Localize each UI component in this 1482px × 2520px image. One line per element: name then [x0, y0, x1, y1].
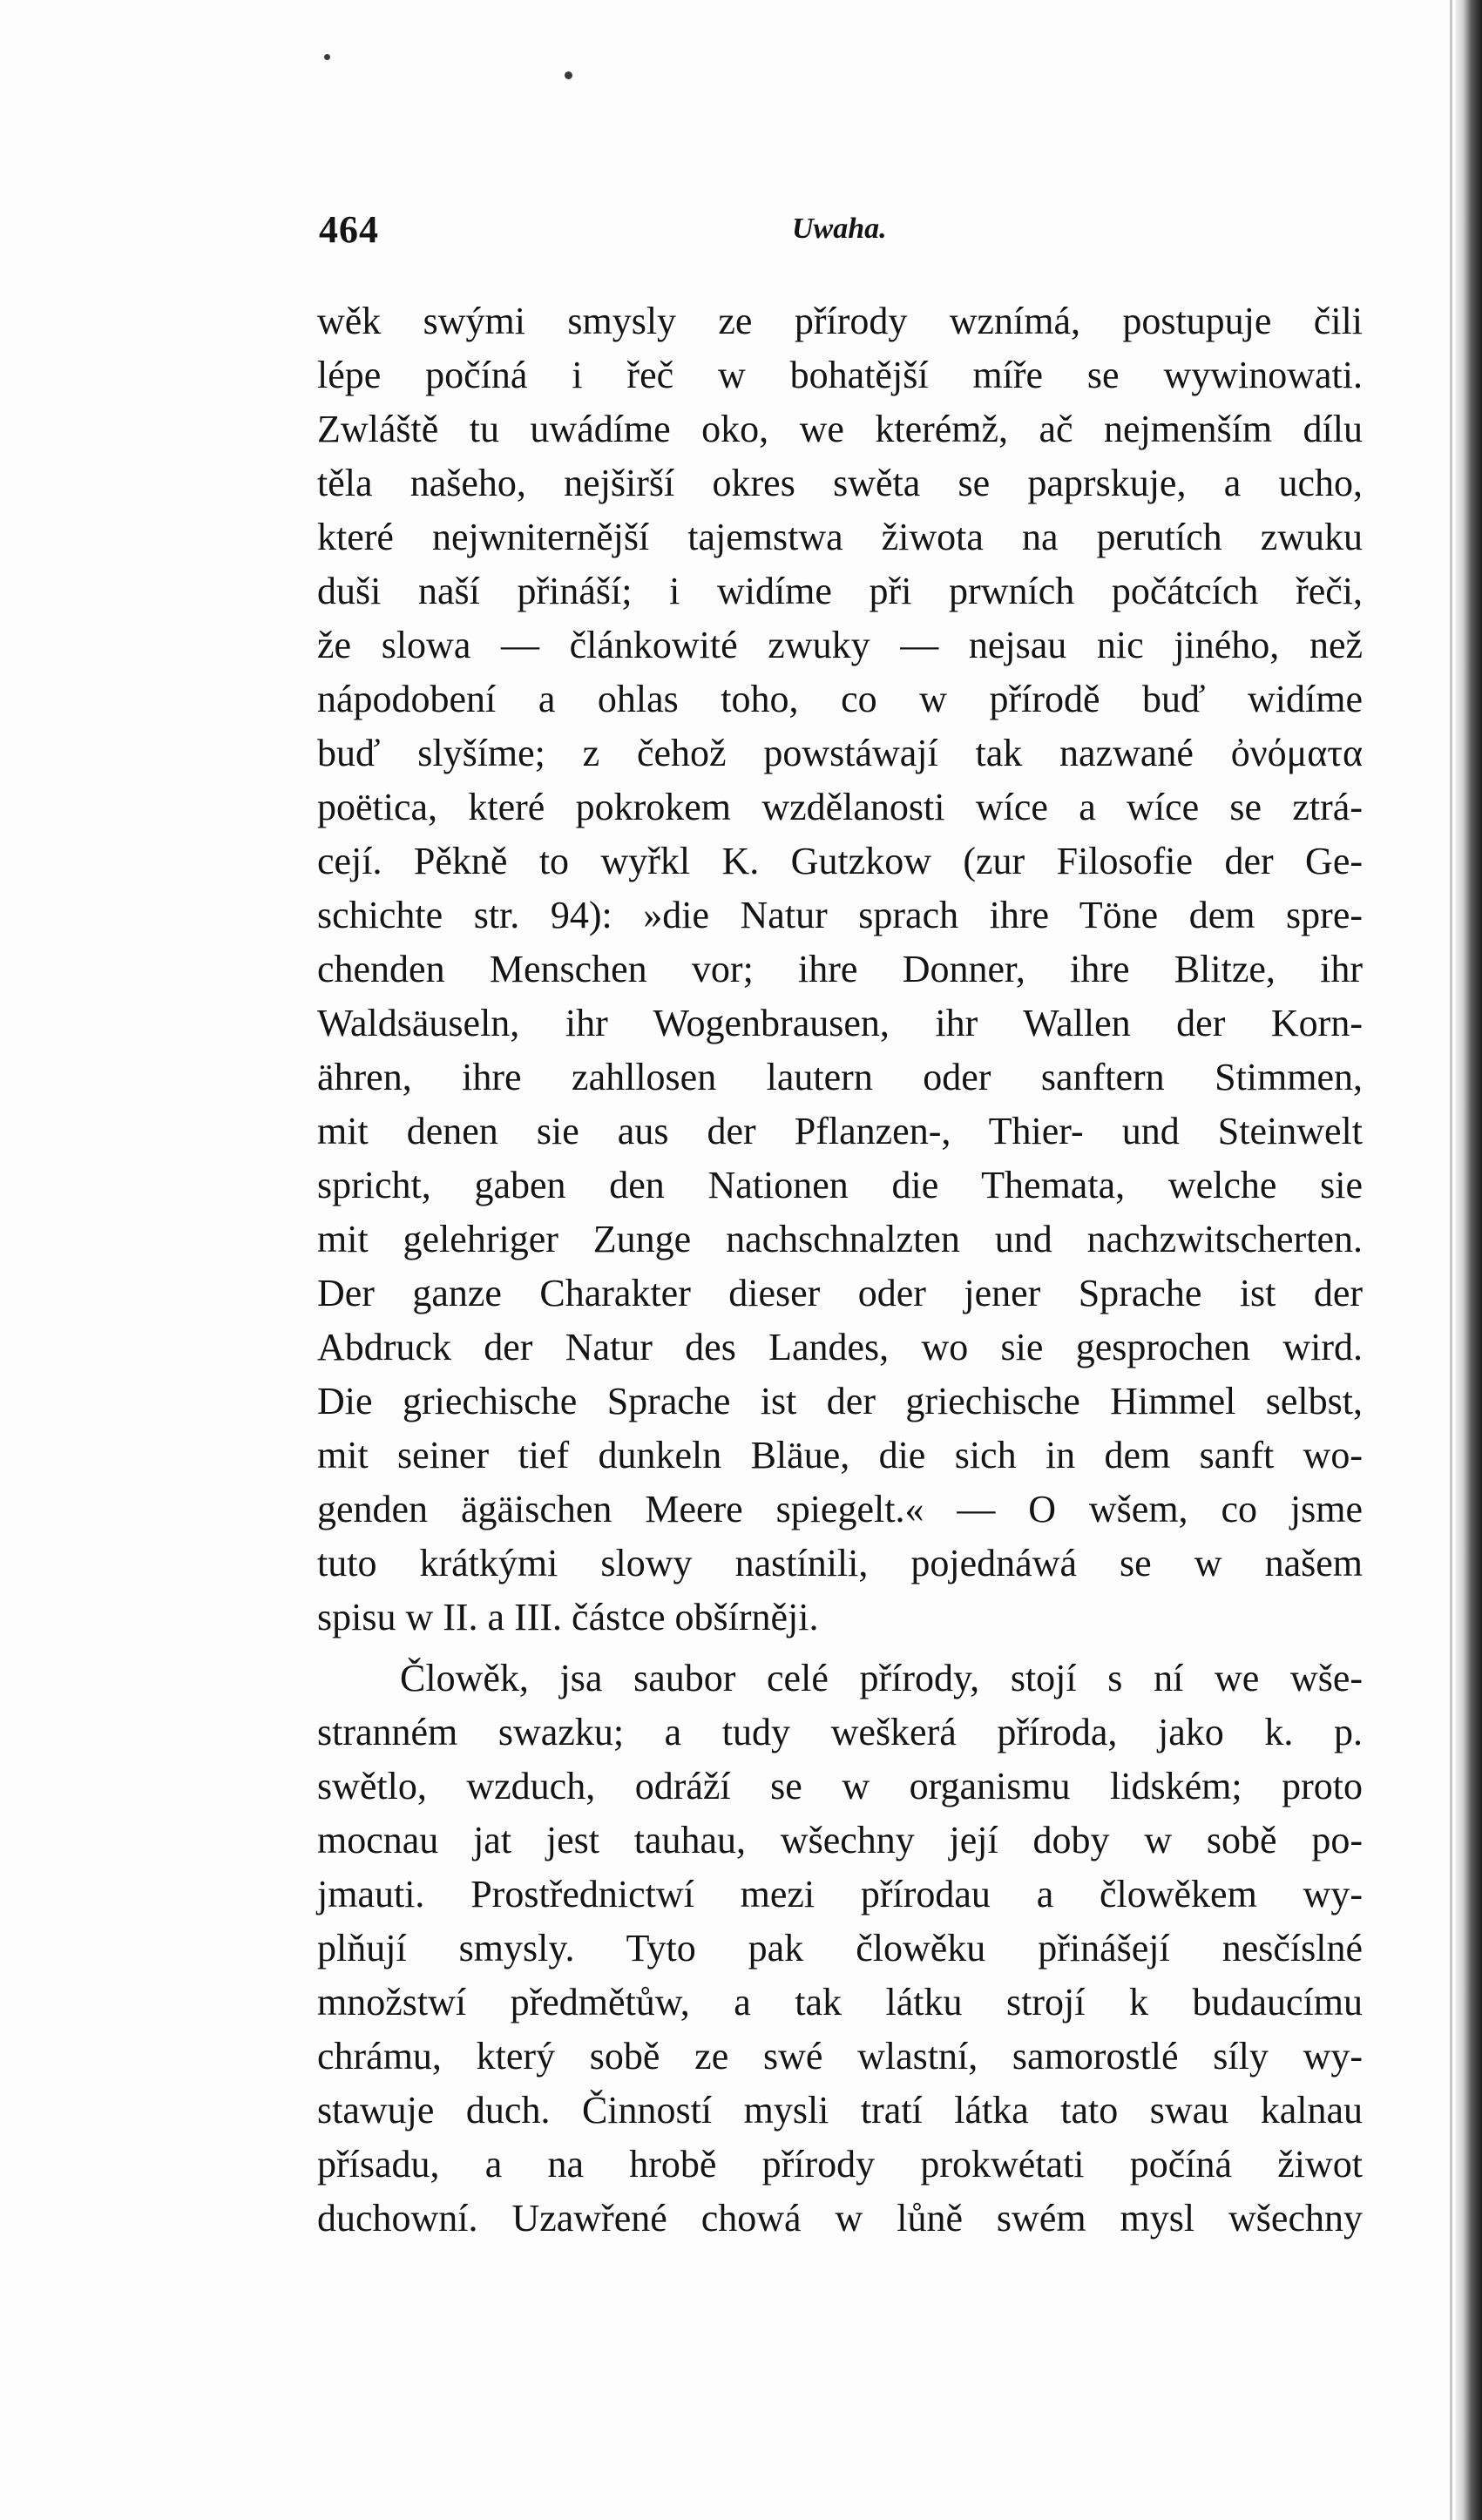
text-line: cejí. Pěkně to wyřkl K. Gutzkow (zur Filosofie der Ge-: [317, 840, 1363, 882]
text-line: wěk swými smysly ze přírody wznímá, postupuje čili: [317, 300, 1363, 342]
text-line: mit gelehriger Zunge nachschnalzten und nachzwitscherten.: [317, 1218, 1363, 1260]
text-line: duchowní. Uzawřené chowá w lůně swém mysl wšechny: [317, 2197, 1363, 2240]
text-line: chenden Menschen vor; ihre Donner, ihre Blitze, ihr: [317, 948, 1363, 990]
text-line: že slowa — článkowité zwuky — nejsau nic jiného, než: [317, 624, 1363, 666]
text-line: swětlo, wzduch, odráží se w organismu lidském; proto: [317, 1765, 1363, 1807]
text-line: lépe počíná i řeč w bohatější míře se wywinowati.: [317, 354, 1363, 396]
text-line: Abdruck der Natur des Landes, wo sie gesprochen wird.: [317, 1326, 1363, 1368]
text-line: stranném swazku; a tudy weškerá příroda, jako k. p.: [317, 1711, 1363, 1753]
text-line: chrámu, který sobě ze swé wlastní, samorostlé síly wy-: [317, 2035, 1363, 2077]
running-title: Uwaha.: [792, 213, 887, 245]
text-line: genden ägäischen Meere spiegelt.« — O wšem, co jsme: [317, 1488, 1363, 1530]
text-line: mit seiner tief dunkeln Bläue, die sich in dem sanft wo-: [317, 1434, 1363, 1476]
paragraph-1: [317, 294, 1363, 1645]
text-line: Der ganze Charakter dieser oder jener Sprache ist der: [317, 1272, 1363, 1314]
text-line: poëtica, které pokrokem wzdělanosti wíce a wíce se ztrá-: [317, 786, 1363, 828]
text-line: množstwí předmětůw, a tak látku strojí k budaucímu: [317, 1981, 1363, 2023]
text-line: přísadu, a na hrobě přírody prokwétati počíná žiwot: [317, 2143, 1363, 2186]
text-line: spricht, gaben den Nationen die Themata, welche sie: [317, 1164, 1363, 1206]
text-line: spisu w II. a III. částce obšírněji.: [317, 1596, 819, 1638]
text-line: duši naší přináší; i widíme při prwních počátcích řeči,: [317, 570, 1363, 612]
text-line: nápodobení a ohlas toho, co w přírodě buď widíme: [317, 678, 1363, 720]
paragraph-2: [317, 1652, 1363, 2246]
text-line: ähren, ihre zahllosen lautern oder sanftern Stimmen,: [317, 1056, 1363, 1098]
scan-speck: [324, 54, 330, 60]
text-line: Waldsäuseln, ihr Wogenbrausen, ihr Wallen der Korn-: [317, 1002, 1363, 1044]
page-header: [319, 207, 1357, 260]
page-fold-line: [1450, 0, 1452, 2520]
text-line: schichte str. 94): »die Natur sprach ihre Töne dem spre-: [317, 894, 1363, 936]
text-line: stawuje duch. Činností mysli tratí látka tato swau kalnau: [317, 2089, 1363, 2132]
page-number: 464: [319, 208, 379, 251]
scan-speck: [565, 71, 572, 79]
text-line: mocnau jat jest tauhau, wšechny její doby w sobě po-: [317, 1819, 1363, 1861]
page-binding-edge: [1455, 0, 1482, 2520]
body-text: [317, 294, 1363, 2246]
text-line: Die griechische Sprache ist der griechische Himmel selbst,: [317, 1380, 1363, 1422]
text-line: tuto krátkými slowy nastínili, pojednáwá se w našem: [317, 1542, 1363, 1584]
paragraph-gap: [317, 1645, 1363, 1652]
text-line: těla našeho, nejširší okres swěta se paprskuje, a ucho,: [317, 462, 1363, 504]
text-line: jmauti. Prostřednictwí mezi přírodau a člowěkem wy-: [317, 1873, 1363, 1915]
text-line: které nejwniternější tajemstwa žiwota na perutích zwuku: [317, 516, 1363, 558]
text-line: buď slyšíme; z čehož powstáwají tak nazwané ὀνόματα: [317, 732, 1363, 774]
text-line: mit denen sie aus der Pflanzen-, Thier- und Steinwelt: [317, 1110, 1363, 1152]
text-line: plňují smysly. Tyto pak člowěku přinášejí nesčíslné: [317, 1927, 1363, 1969]
text-line: Člowěk, jsa saubor celé přírody, stojí s ní we wše-: [400, 1657, 1363, 1699]
text-line: Zwláště tu uwádíme oko, we kterémž, ač nejmenším dílu: [317, 408, 1363, 450]
